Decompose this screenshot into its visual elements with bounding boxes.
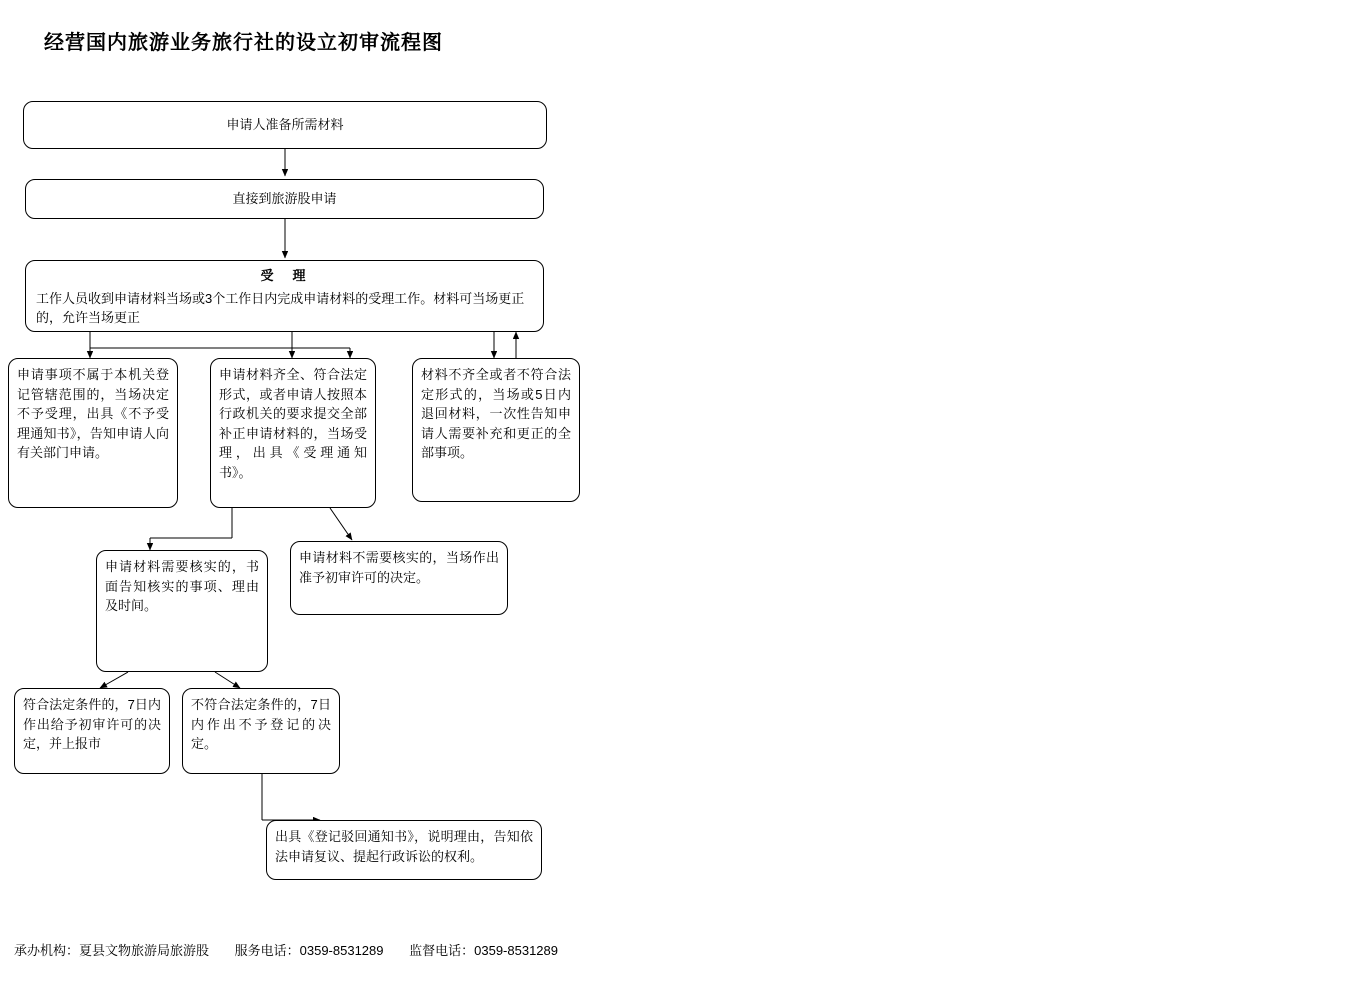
- node-materials-incomplete[interactable]: [412, 358, 580, 502]
- node-prepare-materials[interactable]: [23, 101, 547, 149]
- node-rejection-notice-label: 出具《登记驳回通知书》，说明理由，告知依法申请复议、提起行政诉讼的权利。: [275, 829, 533, 864]
- node-not-in-jurisdiction-label: 申请事项不属于本机关登记管辖范围的，当场决定不予受理，出具《不予受理通知书》，告知申请人向有关部门申请。: [17, 367, 169, 460]
- node-conforms-conditions[interactable]: [14, 688, 170, 774]
- node-not-conforms-conditions[interactable]: [182, 688, 340, 774]
- page-title: 经营国内旅游业务旅行社的设立初审流程图: [44, 32, 443, 54]
- footer-info: [14, 940, 580, 959]
- node-apply-directly[interactable]: [25, 179, 544, 219]
- node-not-conforms-conditions-label: 不符合法定条件的，7日内作出不予登记的决定。: [191, 697, 331, 751]
- node-prepare-materials-label: 申请人准备所需材料: [226, 117, 344, 133]
- footer-organization: 承办机构：夏县文物旅游局旅游股: [14, 943, 210, 958]
- node-rejection-notice[interactable]: [266, 820, 542, 880]
- node-apply-directly-label: 直接到旅游股申请: [232, 191, 337, 207]
- node-acceptance-body: 工作人员收到申请材料当场或3个工作日内完成申请材料的受理工作。材料可当场更正的，允许当场更正: [36, 290, 525, 325]
- node-need-verification-label: 申请材料需要核实的，书面告知核实的事项、理由及时间。: [105, 559, 259, 613]
- node-conforms-conditions-label: 符合法定条件的，7日内作出给予初审许可的决定，并上报市: [23, 697, 161, 751]
- node-materials-complete[interactable]: [210, 358, 376, 508]
- node-acceptance[interactable]: [25, 260, 544, 332]
- node-no-verification-needed[interactable]: [290, 541, 508, 615]
- node-no-verification-needed-label: 申请材料不需要核实的，当场作出准予初审许可的决定。: [299, 550, 499, 585]
- node-materials-incomplete-label: 材料不齐全或者不符合法定形式的，当场或5日内退回材料，一次性告知申请人需要补充和更正的全部事项。: [421, 367, 571, 460]
- footer-supervise-phone: 监督电话：0359-8531289: [409, 943, 558, 958]
- node-not-in-jurisdiction[interactable]: [8, 358, 178, 508]
- node-materials-complete-label: 申请材料齐全、符合法定形式，或者申请人按照本行政机关的要求提交全部补正申请材料的，当场受理，出具《受理通知书》。: [219, 367, 367, 480]
- footer-service-phone: 服务电话：0359-8531289: [234, 943, 384, 958]
- node-need-verification[interactable]: [96, 550, 268, 672]
- node-acceptance-header: 受 理: [260, 268, 309, 283]
